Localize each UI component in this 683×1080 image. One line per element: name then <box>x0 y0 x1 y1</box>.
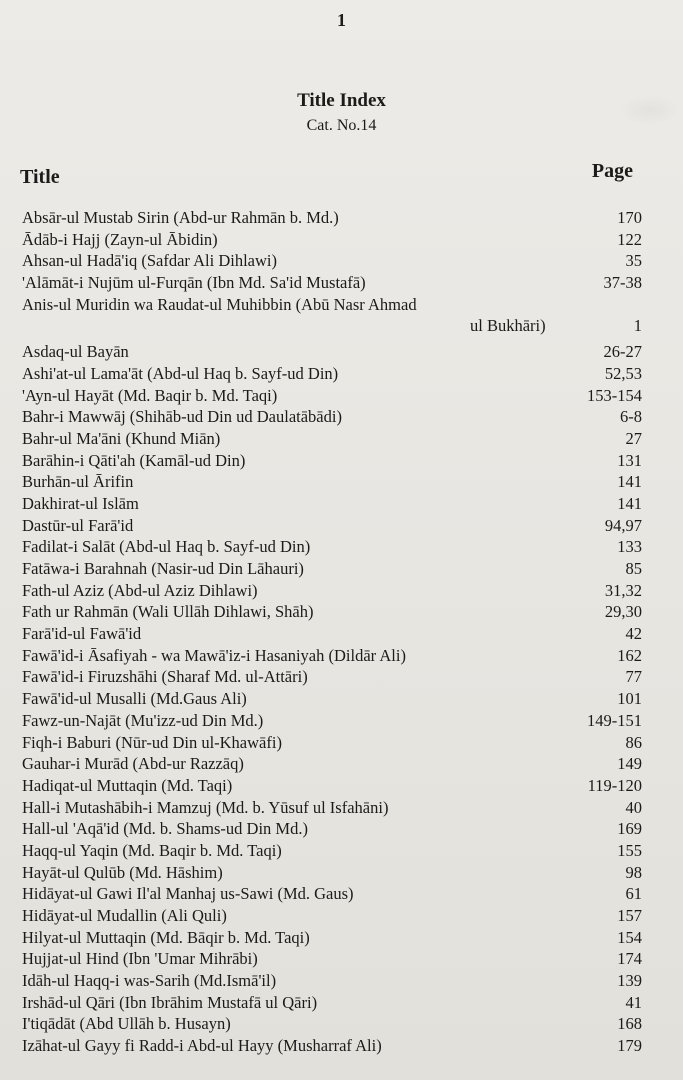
entry-title: Izāhat-ul Gayy fi Radd-i Abd-ul Hayy (Musharraf Ali) <box>22 1036 382 1056</box>
entry-title: Bahr-ul Ma'āni (Khund Miān) <box>22 428 221 448</box>
index-entry <box>22 450 642 472</box>
entry-title: I'tiqādāt (Abd Ullāh b. Husayn) <box>22 1014 231 1034</box>
entry-page: 149-151 <box>587 710 642 730</box>
entry-page: 94,97 <box>604 515 642 535</box>
index-entry <box>22 272 642 294</box>
index-entry <box>22 1013 642 1035</box>
entry-page: 141 <box>617 472 642 492</box>
index-entry <box>22 207 642 229</box>
entry-title: Fath ur Rahmān (Wali Ullāh Dihlawi, Shāh) <box>22 602 314 622</box>
entry-page: 37-38 <box>603 273 642 293</box>
entry-page: 61 <box>625 884 642 904</box>
index-entry <box>22 688 642 710</box>
entry-page: 1 <box>633 316 642 336</box>
index-entry <box>22 818 642 840</box>
index-entry <box>22 536 642 558</box>
entry-page: 27 <box>625 428 642 448</box>
entry-title: Fatāwa-i Barahnah (Nasir-ud Din Lāhauri) <box>22 559 304 578</box>
index-entry <box>22 385 642 407</box>
entry-title: Dastūr-ul Farā'id <box>22 515 134 535</box>
entry-page: 122 <box>617 229 642 249</box>
entry-title: Gauhar-i Murād (Abd-ur Razzāq) <box>22 754 244 774</box>
index-entry <box>22 428 642 450</box>
entry-page: 52,53 <box>604 363 642 383</box>
entry-page: 101 <box>617 689 642 709</box>
entry-title: Ahsan-ul Hadā'iq (Safdar Ali Dihlawi) <box>22 251 277 271</box>
entry-page: 179 <box>617 1036 642 1056</box>
index-entry <box>22 515 642 537</box>
index-entry <box>22 558 642 580</box>
index-entry <box>22 666 642 688</box>
index-heading: Title Index <box>297 90 386 111</box>
index-entry <box>22 883 642 905</box>
entry-title: 'Ayn-ul Hayāt (Md. Baqir b. Md. Taqi) <box>22 385 278 405</box>
entry-title: Anis-ul Muridin wa Raudat-ul Muhibbin (Abū Nasr Ahmad <box>22 294 417 314</box>
entry-page: 141 <box>617 493 642 513</box>
entry-page: 174 <box>617 949 642 969</box>
entry-page: 98 <box>625 862 642 882</box>
index-entry <box>22 710 642 732</box>
entry-title: Hidāyat-ul Mudallin (Ali Quli) <box>22 906 227 925</box>
index-entries <box>22 207 642 1057</box>
entry-title: Fath-ul Aziz (Abd-ul Aziz Dihlawi) <box>22 580 258 600</box>
entry-title: Hidāyat-ul Gawi Il'al Manhaj us-Sawi (Md. Gaus) <box>22 884 354 904</box>
entry-title: Fawā'id-i Firuzshāhi (Sharaf Md. ul-Attāri) <box>22 667 308 687</box>
index-entry <box>22 341 642 363</box>
entry-page: 31,32 <box>604 580 642 600</box>
index-entry <box>22 732 642 754</box>
entry-title: Fawz-un-Najāt (Mu'izz-ud Din Md.) <box>22 710 264 730</box>
page-number: 1 <box>337 10 346 30</box>
entry-title: Absār-ul Mustab Sirin (Abd-ur Rahmān b. Md.) <box>22 208 339 227</box>
index-entry <box>22 406 642 428</box>
entry-title: Bahr-i Mawwāj (Shihāb-ud Din ud Daulatābādi) <box>22 407 342 427</box>
entry-title: Asdaq-ul Bayān <box>22 342 129 362</box>
index-entry <box>22 948 642 970</box>
entry-title: Fiqh-i Baburi (Nūr-ud Din ul-Khawāfi) <box>22 732 282 752</box>
entry-page: 6-8 <box>620 407 642 427</box>
entry-title: Haqq-ul Yaqin (Md. Baqir b. Md. Taqi) <box>22 840 282 860</box>
entry-title: Hayāt-ul Qulūb (Md. Hāshim) <box>22 862 223 882</box>
entry-page: 153-154 <box>587 385 642 405</box>
index-entry <box>22 363 642 385</box>
entry-title: Hilyat-ul Muttaqin (Md. Bāqir b. Md. Taqi) <box>22 927 310 947</box>
index-entry <box>22 471 642 493</box>
catalogue-number: Cat. No.14 <box>306 117 377 134</box>
page-column-header: Page <box>591 160 633 182</box>
entry-title: Fawā'id-i Āsafiyah - wa Mawā'iz-i Hasaniyah (Dildār Ali) <box>22 645 406 665</box>
entry-page: 41 <box>625 992 642 1012</box>
index-entry <box>22 862 642 884</box>
index-entry <box>22 840 642 862</box>
entry-title: Burhān-ul Ārifin <box>22 472 134 492</box>
entry-title: Ashi'at-ul Lama'āt (Abd-ul Haq b. Sayf-ud Din) <box>22 363 339 383</box>
entry-title: Hujjat-ul Hind (Ibn 'Umar Mihrābi) <box>22 949 258 969</box>
index-entry <box>22 753 642 775</box>
entry-page: 154 <box>617 927 642 947</box>
entry-page: 40 <box>625 797 642 817</box>
index-entry <box>22 645 642 667</box>
entry-page: 157 <box>617 906 642 925</box>
entry-page: 26-27 <box>603 342 642 362</box>
entry-page: 139 <box>617 971 642 991</box>
index-entry <box>22 775 642 797</box>
entry-page: 133 <box>617 537 642 557</box>
entry-page: 131 <box>617 450 642 470</box>
index-entry <box>22 623 642 645</box>
entry-page: 119-120 <box>587 775 642 795</box>
index-entry <box>22 905 642 927</box>
entry-page: 155 <box>617 840 642 860</box>
entry-page: 149 <box>617 754 642 774</box>
entry-page: 77 <box>625 667 642 687</box>
index-entry <box>22 601 642 623</box>
entry-title: Dakhirat-ul Islām <box>22 493 139 513</box>
entry-title: Idāh-ul Haqq-i was-Sarih (Md.Ismā'il) <box>22 971 277 991</box>
entry-page: 85 <box>625 559 642 578</box>
entry-title: Irshād-ul Qāri (Ibn Ibrāhim Mustafā ul Qāri) <box>22 992 318 1012</box>
entry-title: Farā'id-ul Fawā'id <box>22 624 142 644</box>
entry-page: 86 <box>625 732 642 752</box>
entry-title: Hall-ul 'Aqā'id (Md. b. Shams-ud Din Md.) <box>22 819 308 839</box>
index-entry <box>22 580 642 602</box>
entry-page: 170 <box>617 208 642 227</box>
entry-title: Fadilat-i Salāt (Abd-ul Haq b. Sayf-ud Din) <box>22 537 311 557</box>
entry-page: 168 <box>617 1014 642 1034</box>
title-column-header: Title <box>20 166 60 188</box>
entry-title: Ādāb-i Hajj (Zayn-ul Ābidin) <box>22 229 218 249</box>
index-entry <box>22 927 642 949</box>
entry-page: 29,30 <box>604 602 642 622</box>
index-entry <box>22 1035 642 1057</box>
entry-title-continuation: ul Bukhāri) <box>470 316 546 336</box>
index-entry <box>22 294 642 316</box>
index-entry <box>22 250 642 272</box>
entry-page: 162 <box>617 645 642 665</box>
index-entry <box>22 992 642 1014</box>
entry-title: Hall-i Mutashābih-i Mamzuj (Md. b. Yūsuf ul Isfahāni) <box>22 797 389 817</box>
index-entry <box>22 797 642 819</box>
entry-title: Hadiqat-ul Muttaqin (Md. Taqi) <box>22 775 233 795</box>
entry-page: 35 <box>625 251 642 271</box>
index-entry <box>22 970 642 992</box>
index-entry-continuation <box>22 315 642 337</box>
index-entry <box>22 493 642 515</box>
index-entry <box>22 229 642 251</box>
entry-page: 42 <box>625 624 642 644</box>
entry-title: Barāhin-i Qāti'ah (Kamāl-ud Din) <box>22 450 246 470</box>
entry-page: 169 <box>617 819 642 839</box>
entry-title: 'Alāmāt-i Nujūm ul-Furqān (Ibn Md. Sa'id Mustafā) <box>22 273 366 293</box>
entry-title: Fawā'id-ul Musalli (Md.Gaus Ali) <box>22 689 247 709</box>
